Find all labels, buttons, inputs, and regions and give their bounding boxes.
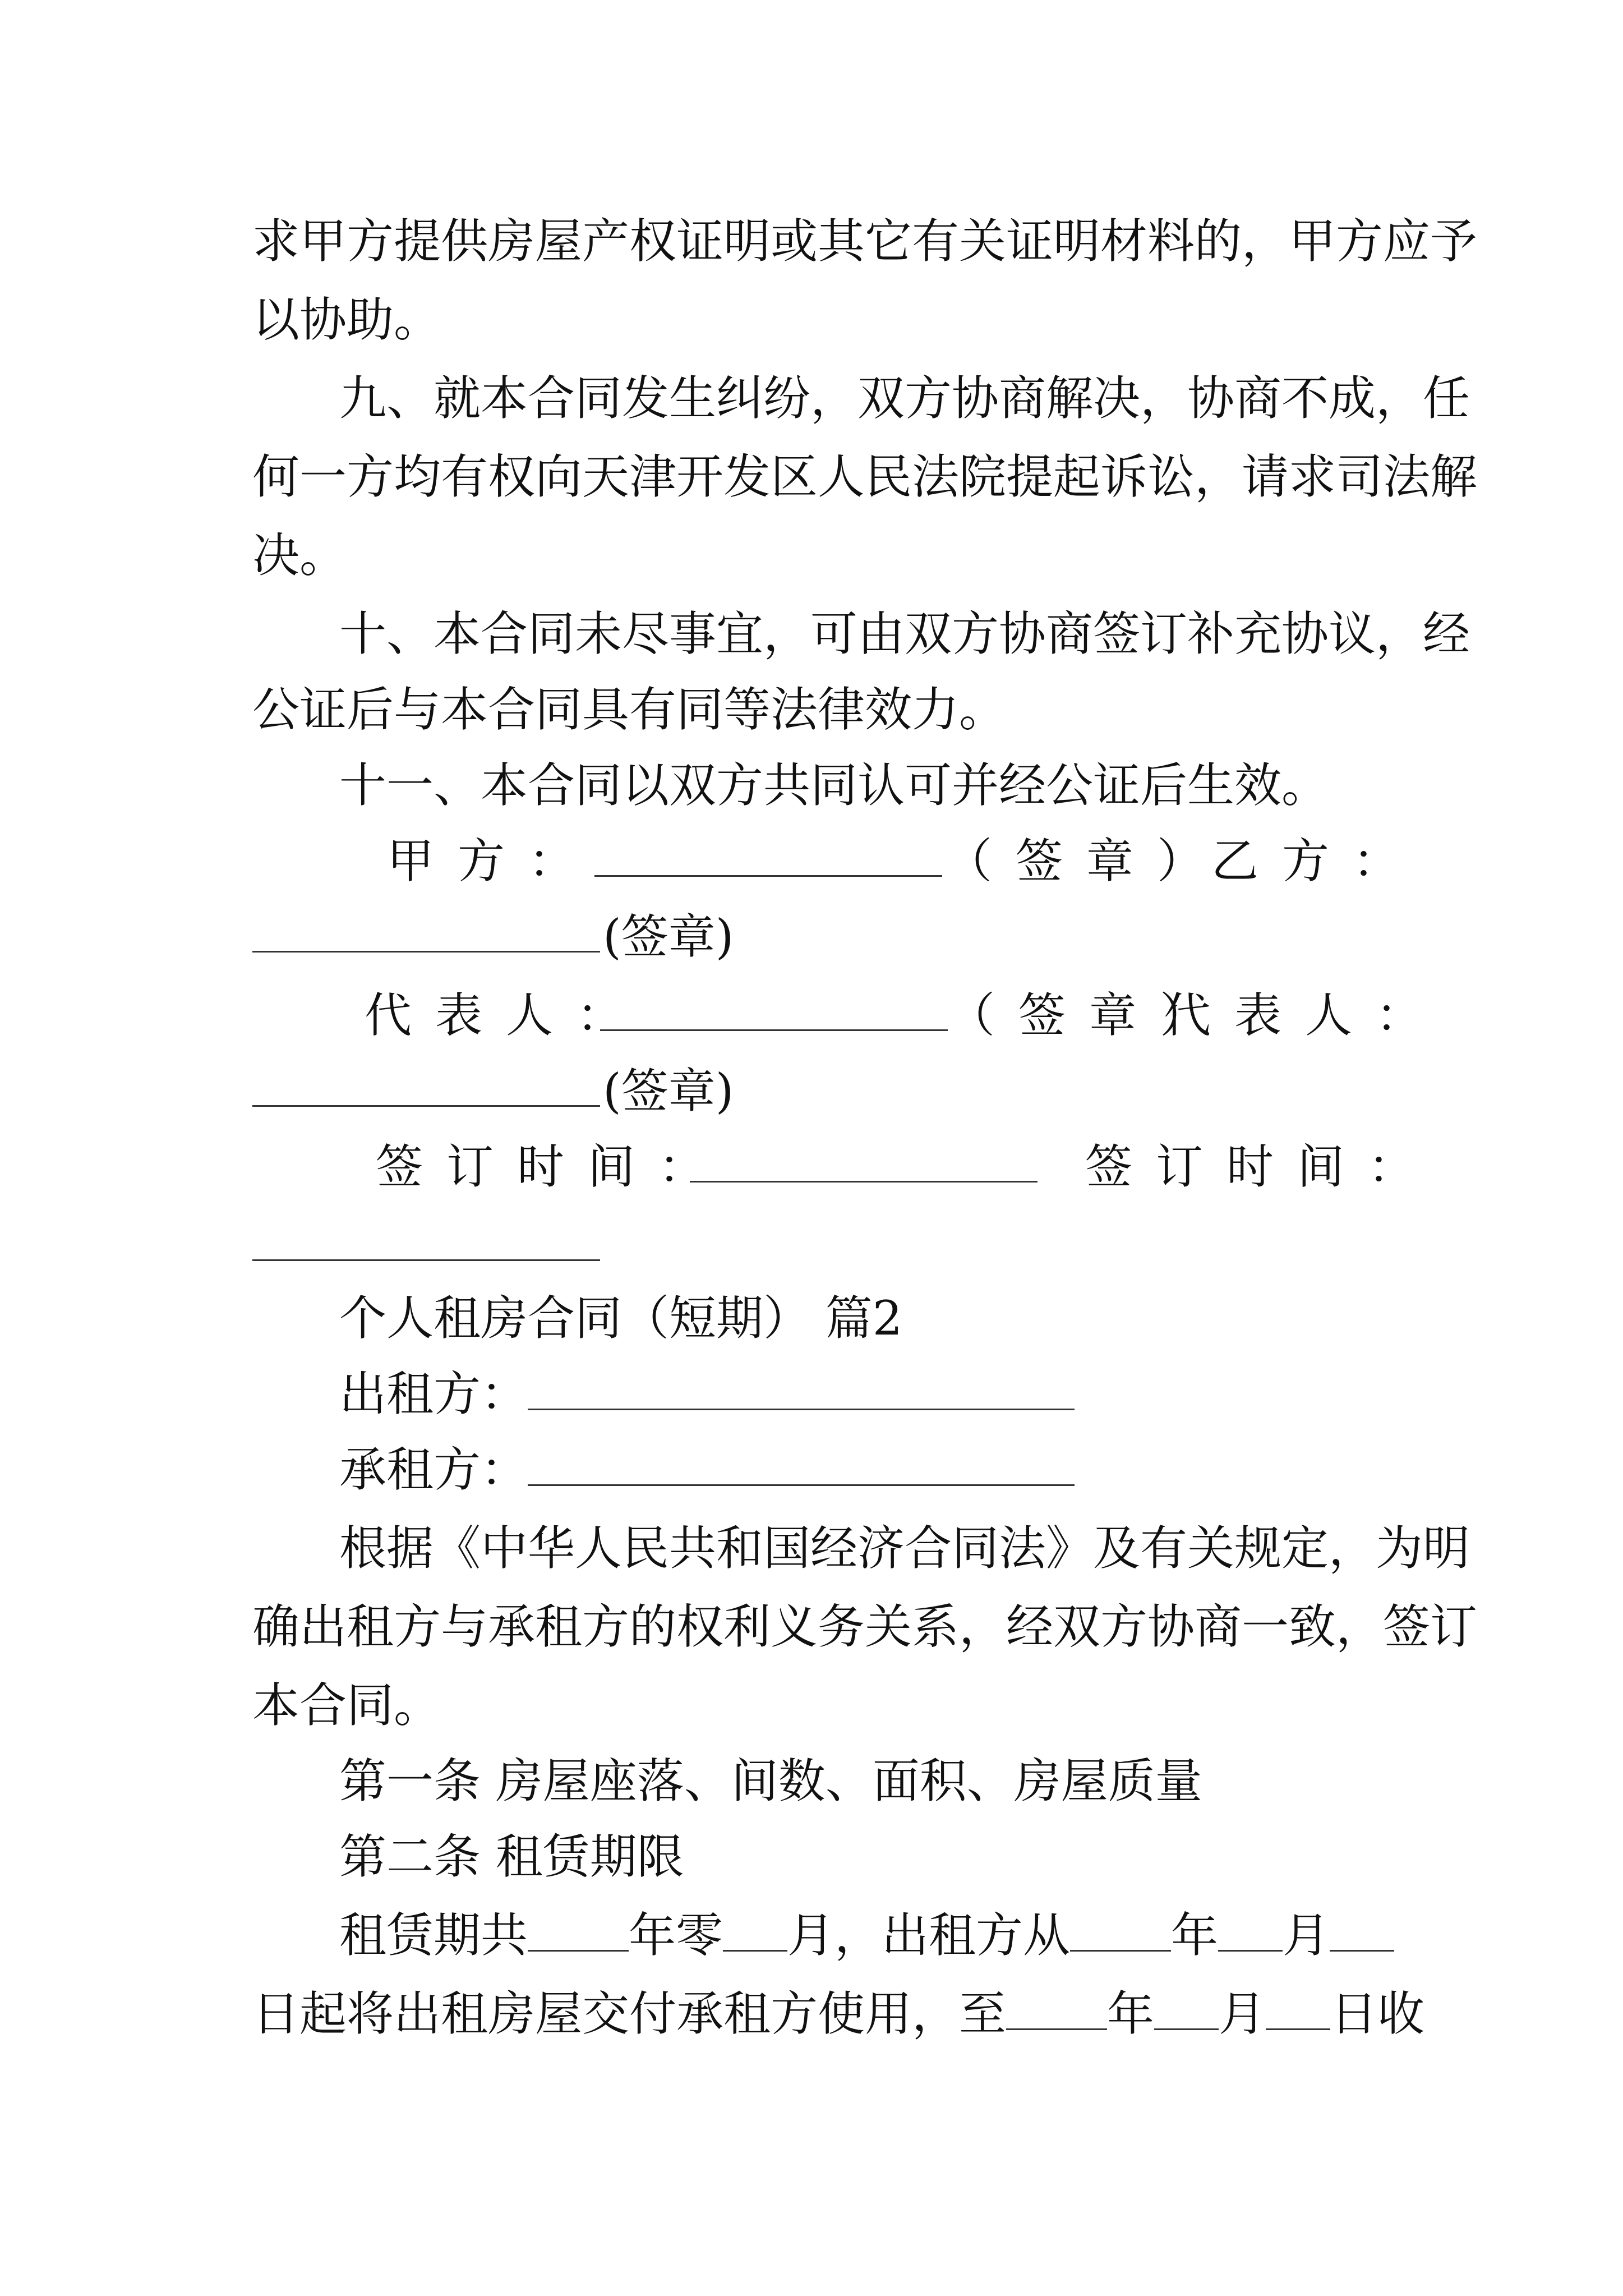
rep-b-signature-line [252,1105,600,1107]
term-text: 年 [1107,1986,1155,2041]
date-a-line [690,1181,1038,1182]
start-month-blank [1218,1907,1283,1952]
lessor-blank [528,1366,1075,1410]
intro-line: 根据《中华人民共和国经济合同法》及有关规定，为明 [339,1521,1470,1576]
seal-label: （签章） [945,834,1228,889]
lessee-label: 承租方： [339,1442,528,1497]
lessor-row [339,1355,1385,1433]
date-b-label: 签订时间： [1085,1139,1439,1194]
term-text: 月 [1219,1986,1266,2041]
intro-line: 确出租方与承租方的权利义务关系，经双方协商一致，签订 [252,1599,1478,1654]
rep-a-signature-line [600,1029,948,1031]
body-line: 公证后与本合同具有同等法律效力。 [252,682,1007,737]
party-b-signature-line [252,951,600,953]
seal-label: （签章） [948,988,1231,1043]
term-text: 月 [1283,1908,1330,1963]
party-a-signature-line [594,875,942,877]
term-text: 租赁期共 [339,1908,528,1963]
rep-a-label: 代表人： [365,988,648,1043]
start-year-blank [1070,1907,1171,1952]
date-a-label: 签订时间： [376,1139,730,1194]
lessee-blank [528,1442,1075,1486]
term-text: 月，出租方从 [787,1908,1071,1963]
start-day-blank [1330,1907,1394,1952]
clause-9: 九、就本合同发生纠纷，双方协商解决，协商不成，任 [339,371,1470,426]
end-month-blank [1154,1986,1219,2030]
intro-line: 本合同。 [252,1678,441,1733]
body-line: 以协助。 [252,292,441,347]
term-text: 日起将出租房屋交付承租方使用，至 [252,1986,1007,2041]
rep-b-label: 代表人： [1164,988,1447,1043]
term-text: 年零 [629,1908,723,1963]
party-a-label: 甲方： [387,834,600,889]
seal-label: (签章) [603,1064,734,1119]
term-text: 年 [1171,1908,1219,1963]
term-line-1 [339,1896,1385,1975]
article-2: 第二条 租赁期限 [339,1829,684,1884]
clause-11: 十一、本合同以双方共同认可并经公证后生效。 [339,758,1329,813]
lessor-label: 出租方： [339,1366,528,1421]
end-year-blank [1006,1986,1107,2030]
lessee-row [339,1430,1385,1509]
body-line: 求甲方提供房屋产权证明或其它有关证明材料的，甲方应予 [252,214,1478,269]
months-blank [723,1907,787,1952]
seal-label: (签章) [603,909,734,964]
end-day-blank [1266,1986,1330,2030]
article-1: 第一条 房屋座落、间数、面积、房屋质量 [339,1754,1202,1809]
clause-10: 十、本合同未尽事宜，可由双方协商签订补充协议，经 [339,606,1470,661]
body-line: 何一方均有权向天津开发区人民法院提起诉讼，请求司法解 [252,449,1478,504]
party-b-label: 乙方： [1211,834,1424,889]
term-line-2 [252,1975,1425,2053]
section-heading: 个人租房合同（短期） 篇2 [339,1291,903,1346]
years-blank [528,1907,629,1952]
term-text: 日收 [1330,1986,1425,2041]
body-line: 决。 [252,528,347,583]
date-b-line [252,1259,600,1261]
